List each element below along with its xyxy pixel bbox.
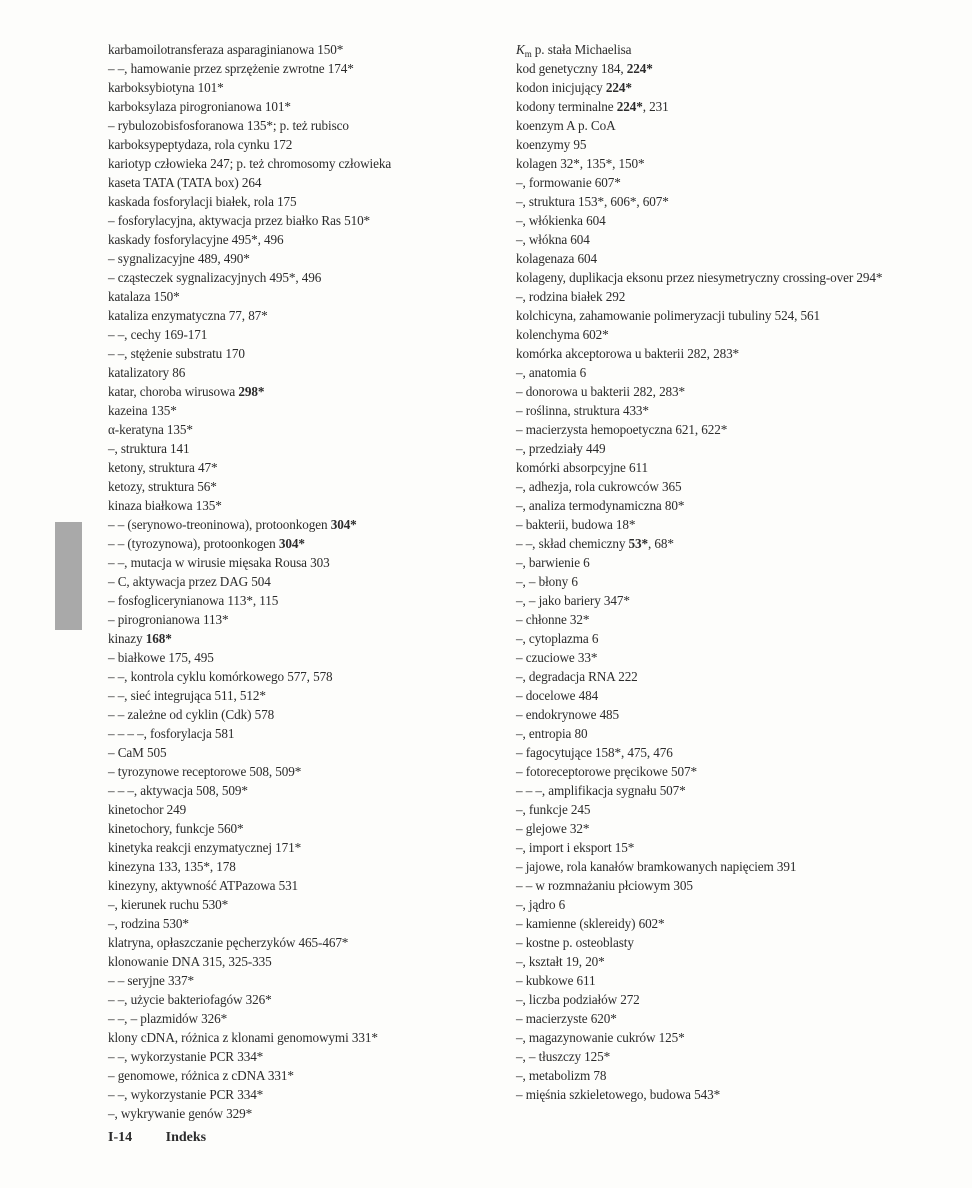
entry-text: – –, cechy 169-171 <box>108 327 208 342</box>
entry-text: – –, stężenie substratu 170 <box>108 346 245 361</box>
entry-text: kaskada fosforylacji białek, rola 175 <box>108 194 297 209</box>
index-entry <box>108 819 488 838</box>
entry-text: – sygnalizacyjne 489, 490* <box>108 251 250 266</box>
index-entry <box>108 1028 488 1047</box>
entry-text: –, import i eksport 15* <box>516 840 635 855</box>
entry-text: katalaza 150* <box>108 289 180 304</box>
entry-text: – donorowa u bakterii 282, 283* <box>516 384 686 399</box>
entry-text: – kamienne (sklereidy) 602* <box>516 916 665 931</box>
entry-text-after: , 68* <box>648 536 674 551</box>
symbol-km: K <box>516 42 525 57</box>
entry-text: –, rodzina białek 292 <box>516 289 626 304</box>
entry-text: kodony terminalne <box>516 99 617 114</box>
entry-text: – cząsteczek sygnalizacyjnych 495*, 496 <box>108 270 322 285</box>
entry-text: kinaza białkowa 135* <box>108 498 222 513</box>
entry-text: karboksylaza pirogronianowa 101* <box>108 99 291 114</box>
entry-text: – czuciowe 33* <box>516 650 598 665</box>
entry-text: – –, wykorzystanie PCR 334* <box>108 1087 264 1102</box>
index-entry <box>516 249 901 268</box>
entry-text: – pirogronianowa 113* <box>108 612 229 627</box>
entry-text: komórka akceptorowa u bakterii 282, 283* <box>516 346 740 361</box>
entry-text: – – w rozmnażaniu płciowym 305 <box>516 878 693 893</box>
entry-bold-page: 224* <box>626 61 653 76</box>
entry-text: – jajowe, rola kanałów bramkowanych napięciem 391 <box>516 859 797 874</box>
entry-text: –, włókienka 604 <box>516 213 606 228</box>
entry-text: – chłonne 32* <box>516 612 590 627</box>
index-entry <box>108 686 488 705</box>
index-entry <box>108 762 488 781</box>
entry-text: –, jądro 6 <box>516 897 566 912</box>
entry-text: – CaM 505 <box>108 745 167 760</box>
entry-text: – – – –, fosforylacja 581 <box>108 726 235 741</box>
index-entry <box>516 1066 901 1085</box>
entry-text: –, kształt 19, 20* <box>516 954 605 969</box>
index-entry <box>108 154 488 173</box>
index-entry <box>108 458 488 477</box>
entry-text: – – (serynowo-treoninowa), protoonkogen <box>108 517 331 532</box>
entry-text: kaskady fosforylacyjne 495*, 496 <box>108 232 284 247</box>
index-entry <box>516 610 901 629</box>
index-entry <box>516 572 901 591</box>
index-entry <box>516 363 901 382</box>
index-entry <box>108 439 488 458</box>
entry-bold-page: 298* <box>238 384 265 399</box>
index-entry <box>516 116 901 135</box>
index-entry <box>108 401 488 420</box>
entry-text: –, formowanie 607* <box>516 175 621 190</box>
index-entry <box>516 971 901 990</box>
index-entry <box>516 819 901 838</box>
entry-text: –, adhezja, rola cukrowców 365 <box>516 479 682 494</box>
entry-text: –, – błony 6 <box>516 574 578 589</box>
entry-text: –, wykrywanie genów 329* <box>108 1106 253 1121</box>
entry-text: – fagocytujące 158*, 475, 476 <box>516 745 673 760</box>
entry-text: –, degradacja RNA 222 <box>516 669 638 684</box>
index-entry <box>108 287 488 306</box>
entry-text: – macierzyste 620* <box>516 1011 617 1026</box>
index-entry <box>516 648 901 667</box>
entry-bold-page: 224* <box>605 80 632 95</box>
index-entry <box>516 724 901 743</box>
entry-text: kinetochory, funkcje 560* <box>108 821 244 836</box>
entry-text: – –, wykorzystanie PCR 334* <box>108 1049 264 1064</box>
index-entry <box>516 496 901 515</box>
index-entry <box>108 78 488 97</box>
entry-text: kolagenaza 604 <box>516 251 597 266</box>
index-entry <box>516 325 901 344</box>
index-entry <box>516 686 901 705</box>
entry-text: – kostne p. osteoblasty <box>516 935 634 950</box>
index-entry <box>516 192 901 211</box>
entry-text: klonowanie DNA 315, 325-335 <box>108 954 272 969</box>
entry-text: – docelowe 484 <box>516 688 599 703</box>
entry-text: –, analiza termodynamiczna 80* <box>516 498 685 513</box>
entry-text: – – –, amplifikacja sygnału 507* <box>516 783 686 798</box>
index-entry <box>516 78 901 97</box>
index-entry <box>108 781 488 800</box>
entry-text: koenzym A p. CoA <box>516 118 616 133</box>
index-entry <box>516 800 901 819</box>
index-entry <box>516 382 901 401</box>
entry-text: kinazy <box>108 631 146 646</box>
index-entry <box>516 439 901 458</box>
entry-bold-page: 224* <box>616 99 643 114</box>
entry-text: – –, użycie bakteriofagów 326* <box>108 992 272 1007</box>
entry-text: –, włókna 604 <box>516 232 590 247</box>
entry-text: kazeina 135* <box>108 403 177 418</box>
index-entry <box>516 952 901 971</box>
entry-text: – –, kontrola cyklu komórkowego 577, 578 <box>108 669 333 684</box>
entry-bold-page: 53* <box>628 536 649 551</box>
entry-text: – –, mutacja w wirusie mięsaka Rousa 303 <box>108 555 330 570</box>
index-entry <box>108 40 488 59</box>
index-entry <box>516 59 901 78</box>
entry-text: klatryna, opłaszczanie pęcherzyków 465-467* <box>108 935 349 950</box>
entry-text: – – seryjne 337* <box>108 973 194 988</box>
entry-text: – tyrozynowe receptorowe 508, 509* <box>108 764 302 779</box>
entry-text: kinezyny, aktywność ATPazowa 531 <box>108 878 299 893</box>
index-entry <box>108 1066 488 1085</box>
index-entry <box>108 705 488 724</box>
index-entry <box>108 420 488 439</box>
index-entry <box>516 857 901 876</box>
entry-text: kolenchyma 602* <box>516 327 609 342</box>
index-entry <box>108 914 488 933</box>
index-entry <box>108 268 488 287</box>
index-entry <box>108 591 488 610</box>
entry-text: kataliza enzymatyczna 77, 87* <box>108 308 268 323</box>
entry-text: –, anatomia 6 <box>516 365 587 380</box>
entry-text: –, struktura 141 <box>108 441 190 456</box>
index-entry <box>108 344 488 363</box>
index-entry <box>108 572 488 591</box>
entry-text: – bakterii, budowa 18* <box>516 517 636 532</box>
index-entry <box>516 838 901 857</box>
index-entry <box>108 743 488 762</box>
entry-text: – – zależne od cyklin (Cdk) 578 <box>108 707 275 722</box>
entry-text: –, struktura 153*, 606*, 607* <box>516 194 669 209</box>
entry-text: ketony, struktura 47* <box>108 460 218 475</box>
index-entry <box>516 781 901 800</box>
index-entry <box>516 173 901 192</box>
index-entry <box>516 458 901 477</box>
index-entry <box>108 838 488 857</box>
index-entry <box>108 857 488 876</box>
index-entry <box>108 306 488 325</box>
entry-text: – –, sieć integrująca 511, 512* <box>108 688 266 703</box>
page-footer <box>108 1130 206 1146</box>
index-entry <box>108 933 488 952</box>
index-entry <box>108 667 488 686</box>
index-entry <box>516 1028 901 1047</box>
entry-bold-page: 168* <box>145 631 172 646</box>
index-entry <box>108 173 488 192</box>
index-entry <box>108 496 488 515</box>
index-entry <box>516 534 901 553</box>
entry-text: – –, – plazmidów 326* <box>108 1011 228 1026</box>
index-entry <box>108 97 488 116</box>
index-entry <box>108 990 488 1009</box>
entry-text: –, kierunek ruchu 530* <box>108 897 229 912</box>
index-entry <box>108 211 488 230</box>
index-entry <box>108 59 488 78</box>
index-entry <box>516 876 901 895</box>
entry-text: p. stała Michaelisa <box>531 42 632 57</box>
index-entry <box>108 648 488 667</box>
entry-bold-page: 304* <box>330 517 357 532</box>
index-entry <box>516 1047 901 1066</box>
entry-text: –, rodzina 530* <box>108 916 189 931</box>
entry-bold-page: 304* <box>278 536 305 551</box>
page-number: I-14 <box>108 1130 133 1145</box>
index-entry <box>516 1009 901 1028</box>
entry-text: katalizatory 86 <box>108 365 186 380</box>
index-entry <box>516 762 901 781</box>
entry-text: koenzymy 95 <box>516 137 587 152</box>
index-entry <box>516 40 901 59</box>
entry-text: –, magazynowanie cukrów 125* <box>516 1030 685 1045</box>
index-entry <box>108 724 488 743</box>
index-entry <box>516 914 901 933</box>
entry-text: katar, choroba wirusowa <box>108 384 239 399</box>
index-entry <box>516 477 901 496</box>
index-entry <box>516 211 901 230</box>
index-entry <box>516 97 901 116</box>
index-entry <box>516 154 901 173</box>
entry-text: – endokrynowe 485 <box>516 707 620 722</box>
index-entry <box>516 667 901 686</box>
entry-text: –, – jako bariery 347* <box>516 593 630 608</box>
entry-text: –, cytoplazma 6 <box>516 631 599 646</box>
symbol-km-subscript: m <box>524 49 532 59</box>
index-entry <box>108 800 488 819</box>
index-entry <box>516 990 901 1009</box>
index-entry <box>108 629 488 648</box>
index-entry <box>516 401 901 420</box>
entry-text: –, – tłuszczy 125* <box>516 1049 611 1064</box>
entry-text: –, metabolizm 78 <box>516 1068 607 1083</box>
index-entry <box>516 629 901 648</box>
index-entry <box>516 553 901 572</box>
entry-text: –, barwienie 6 <box>516 555 590 570</box>
entry-text: – genomowe, różnica z cDNA 331* <box>108 1068 294 1083</box>
index-entry <box>108 1009 488 1028</box>
index-entry <box>516 743 901 762</box>
entry-text: kinetochor 249 <box>108 802 187 817</box>
index-entry <box>516 268 901 287</box>
index-entry <box>108 876 488 895</box>
index-entry <box>516 515 901 534</box>
entry-text: – –, hamowanie przez sprzężenie zwrotne 174* <box>108 61 354 76</box>
index-entry <box>108 1047 488 1066</box>
entry-text: – glejowe 32* <box>516 821 590 836</box>
entry-text: – fosforylacyjna, aktywacja przez białko Ras 510* <box>108 213 371 228</box>
index-entry <box>516 933 901 952</box>
entry-text: kinetyka reakcji enzymatycznej 171* <box>108 840 302 855</box>
index-entry <box>108 325 488 344</box>
entry-text: karboksypeptydaza, rola cynku 172 <box>108 137 293 152</box>
entry-text: karboksybiotyna 101* <box>108 80 224 95</box>
index-entry <box>108 553 488 572</box>
index-entry <box>516 895 901 914</box>
entry-text: –, entropia 80 <box>516 726 588 741</box>
entry-text: kolagen 32*, 135*, 150* <box>516 156 645 171</box>
entry-text: –, liczba podziałów 272 <box>516 992 640 1007</box>
entry-text: – kubkowe 611 <box>516 973 596 988</box>
entry-text: – białkowe 175, 495 <box>108 650 214 665</box>
section-title: Indeks <box>165 1130 207 1145</box>
entry-text: – roślinna, struktura 433* <box>516 403 649 418</box>
index-entry <box>516 306 901 325</box>
entry-text: kodon inicjujący <box>516 80 606 95</box>
index-entry <box>108 1104 488 1123</box>
entry-text: – fotoreceptorowe pręcikowe 507* <box>516 764 697 779</box>
thumb-index-tab <box>55 522 82 630</box>
entry-text: – mięśnia szkieletowego, budowa 543* <box>516 1087 721 1102</box>
index-entry <box>108 1085 488 1104</box>
index-entry <box>516 135 901 154</box>
entry-text: – macierzysta hemopoetyczna 621, 622* <box>516 422 728 437</box>
entry-text: klony cDNA, różnica z klonami genomowymi 331* <box>108 1030 378 1045</box>
index-entry <box>108 895 488 914</box>
index-entry <box>108 382 488 401</box>
entry-text: kariotyp człowieka 247; p. też chromosomy człowieka <box>108 156 392 171</box>
index-entry <box>516 420 901 439</box>
index-entry <box>516 705 901 724</box>
index-entry <box>516 230 901 249</box>
entry-text: kinezyna 133, 135*, 178 <box>108 859 236 874</box>
index-entry <box>108 363 488 382</box>
index-entry <box>108 135 488 154</box>
entry-text: karbamoilotransferaza asparaginianowa 150* <box>108 42 344 57</box>
index-entry <box>108 534 488 553</box>
entry-text: – – (tyrozynowa), protoonkogen <box>108 536 279 551</box>
entry-text: kolageny, duplikacja eksonu przez niesymetryczny crossing-over 294* <box>516 270 883 285</box>
index-entry <box>108 952 488 971</box>
index-entry <box>516 591 901 610</box>
entry-text: kod genetyczny 184, <box>516 61 627 76</box>
index-entry <box>516 287 901 306</box>
index-entry <box>108 515 488 534</box>
entry-text: ketozy, struktura 56* <box>108 479 217 494</box>
index-entry <box>516 344 901 363</box>
entry-text: kaseta TATA (TATA box) 264 <box>108 175 262 190</box>
entry-text: komórki absorpcyjne 611 <box>516 460 648 475</box>
index-entry <box>108 230 488 249</box>
index-column-left <box>108 40 488 1123</box>
index-column-right <box>516 40 901 1104</box>
entry-text: –, przedziały 449 <box>516 441 606 456</box>
index-entry <box>108 477 488 496</box>
index-entry <box>108 249 488 268</box>
index-entry <box>516 1085 901 1104</box>
entry-text-after: , 231 <box>642 99 669 114</box>
entry-text: – fosfoglicerynianowa 113*, 115 <box>108 593 279 608</box>
entry-text: –, funkcje 245 <box>516 802 591 817</box>
entry-text: – C, aktywacja przez DAG 504 <box>108 574 271 589</box>
index-entry <box>108 610 488 629</box>
entry-text: – rybulozobisfosforanowa 135*; p. też rubisco <box>108 118 349 133</box>
entry-text: – – –, aktywacja 508, 509* <box>108 783 248 798</box>
index-entry <box>108 971 488 990</box>
entry-text: – –, skład chemiczny <box>516 536 629 551</box>
entry-text: kolchicyna, zahamowanie polimeryzacji tubuliny 524, 561 <box>516 308 820 323</box>
entry-text: α-keratyna 135* <box>108 422 193 437</box>
index-entry <box>108 116 488 135</box>
index-entry <box>108 192 488 211</box>
